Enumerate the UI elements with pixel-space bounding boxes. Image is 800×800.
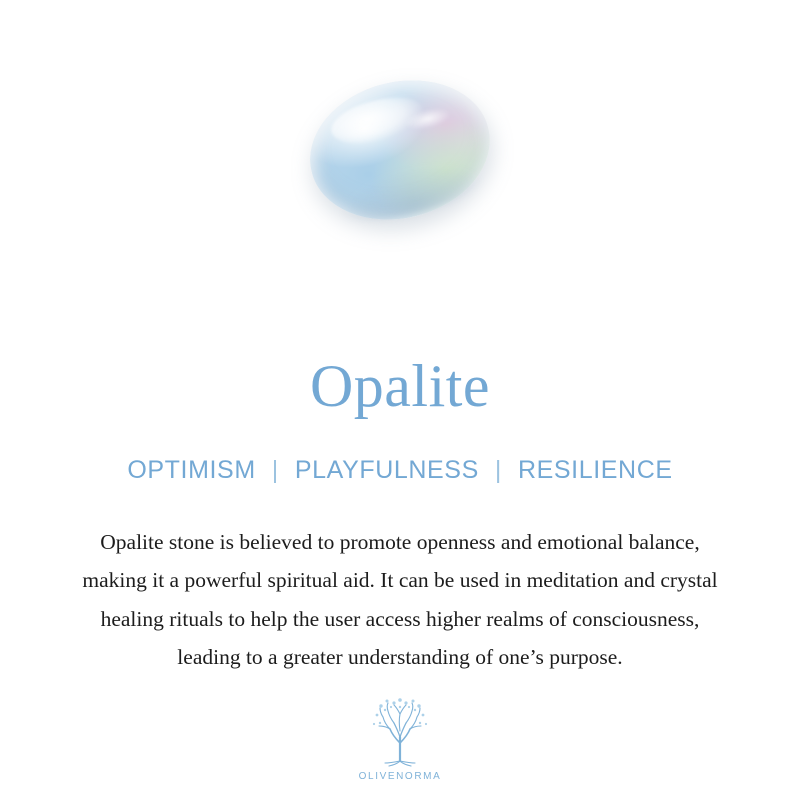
description-line: healing rituals to help the user access higher realms of consciousness, bbox=[100, 606, 700, 631]
description-line: leading to a greater understanding of one’s purpose. bbox=[177, 644, 623, 669]
keyword-optimism: OPTIMISM bbox=[127, 456, 256, 484]
page-title: Opalite bbox=[309, 353, 491, 419]
description-line: Opalite stone is believed to promote openness and emotional balance, bbox=[100, 530, 700, 554]
brand-name: OLIVENORMA bbox=[358, 771, 442, 782]
hero-image-container bbox=[0, 0, 800, 300]
description-text bbox=[20, 523, 780, 676]
keyword-separator: | bbox=[271, 456, 279, 484]
brand-logo bbox=[0, 693, 800, 782]
tree-of-life-icon bbox=[365, 693, 435, 769]
description-line: making it a powerful spiritual aid. It can be used in meditation and crystal bbox=[82, 568, 718, 593]
keyword-list bbox=[127, 456, 672, 485]
keyword-resilience: RESILIENCE bbox=[517, 456, 673, 484]
keyword-playfulness: PLAYFULNESS bbox=[294, 456, 479, 484]
keyword-separator: | bbox=[494, 456, 502, 484]
opalite-stone-photo bbox=[295, 62, 504, 238]
